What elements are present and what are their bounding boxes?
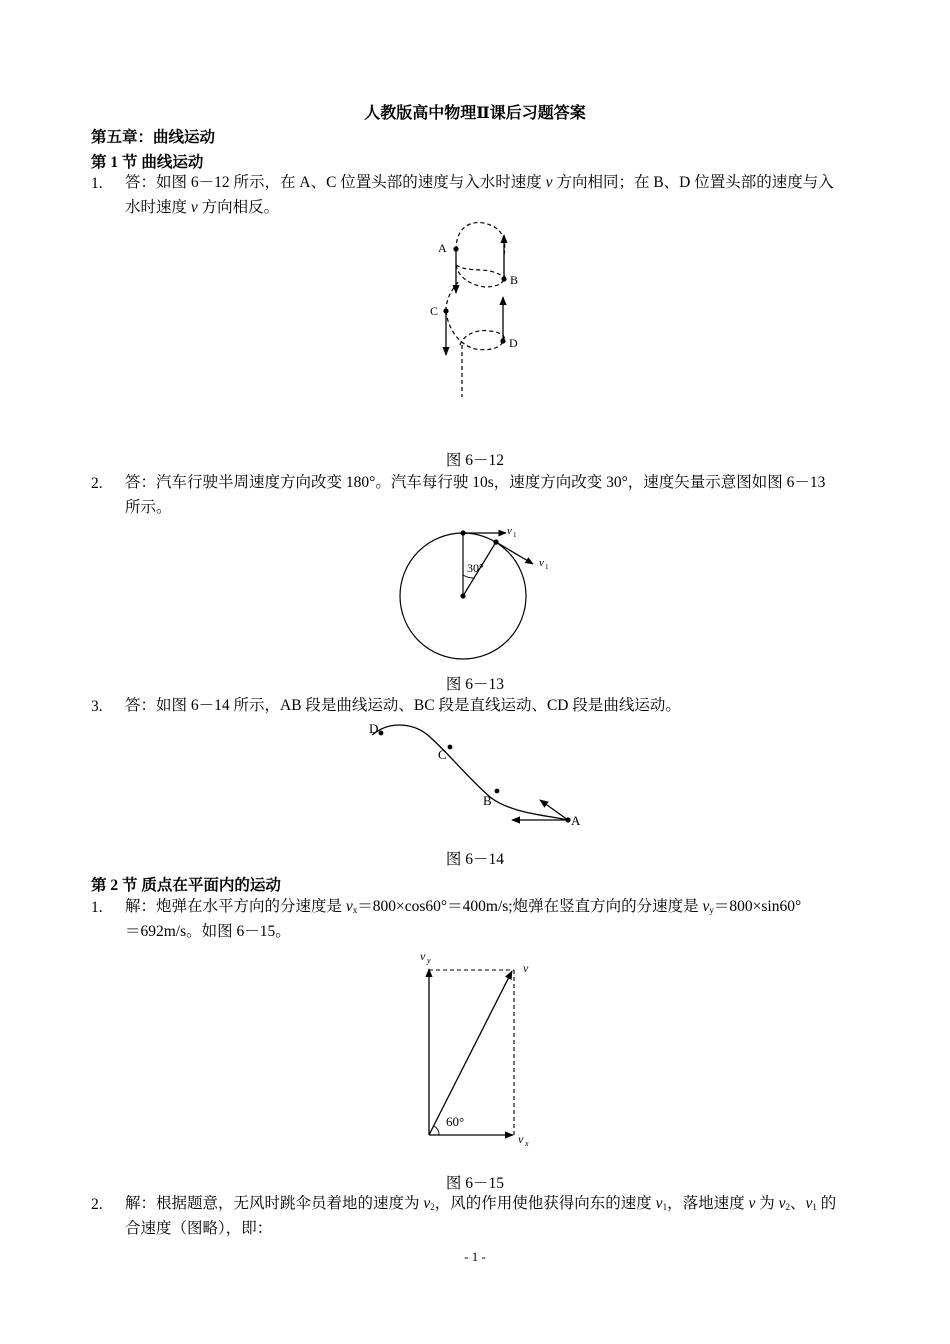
angle-label: 60° — [446, 1114, 465, 1129]
point-label-d: D — [369, 721, 379, 736]
figure-6-13 — [390, 520, 560, 670]
velocity-subscript: 1 — [513, 531, 517, 539]
velocity-label: v — [518, 1132, 524, 1146]
figure-6-14 — [360, 715, 590, 835]
point-label-a: A — [438, 241, 447, 255]
item-number: 1. — [91, 899, 103, 916]
figure-caption: 图 6－14 — [445, 851, 505, 868]
item-number: 2. — [91, 1196, 103, 1213]
figure-6-12 — [420, 215, 530, 405]
figure-caption: 图 6－15 — [445, 1175, 505, 1192]
answer-text: 水时速度 v 方向相反。 — [125, 199, 280, 216]
item-number: 1. — [91, 175, 103, 192]
answer-text: ＝692m/s。如图 6－15。 — [125, 923, 291, 940]
angle-label: 30° — [467, 561, 484, 575]
answer-text: 答：汽车行驶半周速度方向改变 180°。汽车每行驶 10s，速度方向改变 30°，速度矢量示意图如图 6－13 — [125, 474, 826, 491]
answer-text: 所示。 — [125, 499, 172, 516]
chapter-heading: 第五章：曲线运动 — [91, 129, 216, 146]
point-label-c: C — [430, 304, 439, 318]
velocity-label: v — [507, 525, 512, 537]
figure-6-15 — [410, 948, 540, 1158]
figure-caption: 图 6－13 — [445, 676, 505, 693]
section-heading-2: 第 2 节 质点在平面内的运动 — [91, 877, 281, 894]
velocity-label: v — [420, 949, 426, 963]
answer-text: 解：炮弹在水平方向的分速度是 $v_x=800\times\cos 60^\circ=400m/s$;炮弹在竖直方向的分速度是 $v_y=800\times\sin 60^\circ$ — [125, 898, 802, 915]
point-label-b: B — [483, 793, 492, 808]
velocity-subscript: x — [525, 1139, 529, 1148]
velocity-label: v — [523, 961, 529, 975]
point-label-a: A — [571, 813, 581, 828]
velocity-subscript: 1 — [545, 563, 549, 571]
answer-text: 答：如图 6－14 所示，AB 段是曲线运动、BC 段是直线运动、CD 段是曲线运动。 — [125, 697, 681, 714]
figure-caption: 图 6－12 — [445, 452, 505, 469]
point-label-c: C — [438, 747, 447, 762]
point-label-b: B — [510, 273, 519, 287]
item-number: 3. — [91, 698, 103, 715]
answer-text: 合速度（图略），即： — [125, 1220, 273, 1237]
answer-text: 解：根据题意，无风时跳伞员着地的速度为 $v_2$，风的作用使他获得向东的速度 $v_1$，落地速度 v 为 $v_2$、$v_1$ 的 — [125, 1195, 837, 1212]
answer-text: 答：如图 6－12 所示，在 A、C 位置头部的速度与入水时速度 v 方向相同；在 B、D 位置头部的速度与入 — [125, 174, 834, 191]
velocity-subscript: y — [427, 956, 431, 965]
point-label-d: D — [509, 336, 518, 350]
section-heading-1: 第 1 节 曲线运动 — [91, 154, 204, 171]
page-title: 人教版高中物理Ⅱ课后习题答案 — [364, 105, 586, 122]
velocity-label: v — [539, 557, 544, 569]
item-number: 2. — [91, 475, 103, 492]
page-number: - 1 - — [464, 1249, 486, 1264]
